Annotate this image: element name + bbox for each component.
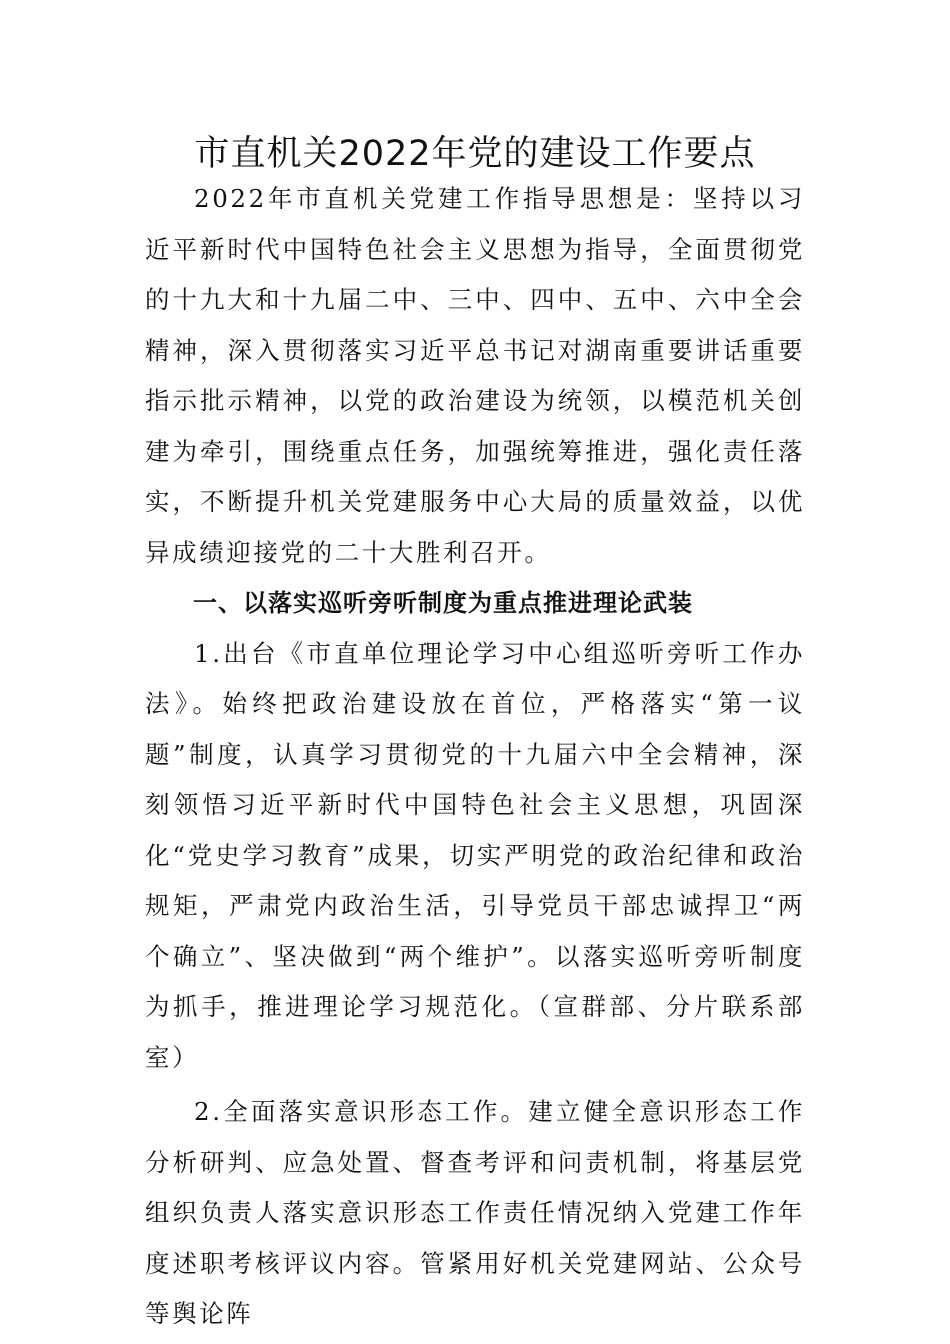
section-heading-1: 一、以落实巡听旁听制度为重点推进理论武装 bbox=[193, 589, 693, 617]
document-body bbox=[145, 174, 805, 1340]
document-title: 市直机关2022年党的建设工作要点 bbox=[194, 134, 756, 174]
item-paragraph-2: 2.全面落实意识形态工作。建立健全意识形态工作分析研判、应急处置、督查考评和问责机制，将基层党组织负责人落实意识形态工作责任情况纳入党建工作年度述职考核评议内容。管紧用好机关党建网站、公众号等舆论阵 bbox=[145, 1097, 805, 1328]
item-paragraph-1: 1.出台《市直单位理论学习中心组巡听旁听工作办法》。始终把政治建设放在首位，严格落实“第一议题”制度，认真学习贯彻党的十九届六中全会精神，深刻领悟习近平新时代中国特色社会主义思想，巩固深化“党史学习教育”成果，切实严明党的政治纪律和政治规矩，严肃党内政治生活，引导党员干部忠诚捍卫“两 个确立”、坚决做到“两个维护”。以落实巡听旁听制度为抓手，推进理论学习规范化。（宣群部、分片联系部室） bbox=[145, 638, 805, 1072]
intro-paragraph: 2022年市直机关党建工作指导思想是：坚持以习近平新时代中国特色社会主义思想为指导，全面贯彻党的十九大和十九届二中、三中、四中、五中、六中全会精神，深入贯彻落实习近平总书记对湖南重要讲话重要指示批示精神，以党的政治建设为统领，以模范机关创建为牵引，围绕重点任务，加强统筹推进，强化责任落实，不断提升机关党建服务中心大局的质量效益，以优异成绩迎接党的二十大胜利召开。 bbox=[145, 184, 805, 567]
